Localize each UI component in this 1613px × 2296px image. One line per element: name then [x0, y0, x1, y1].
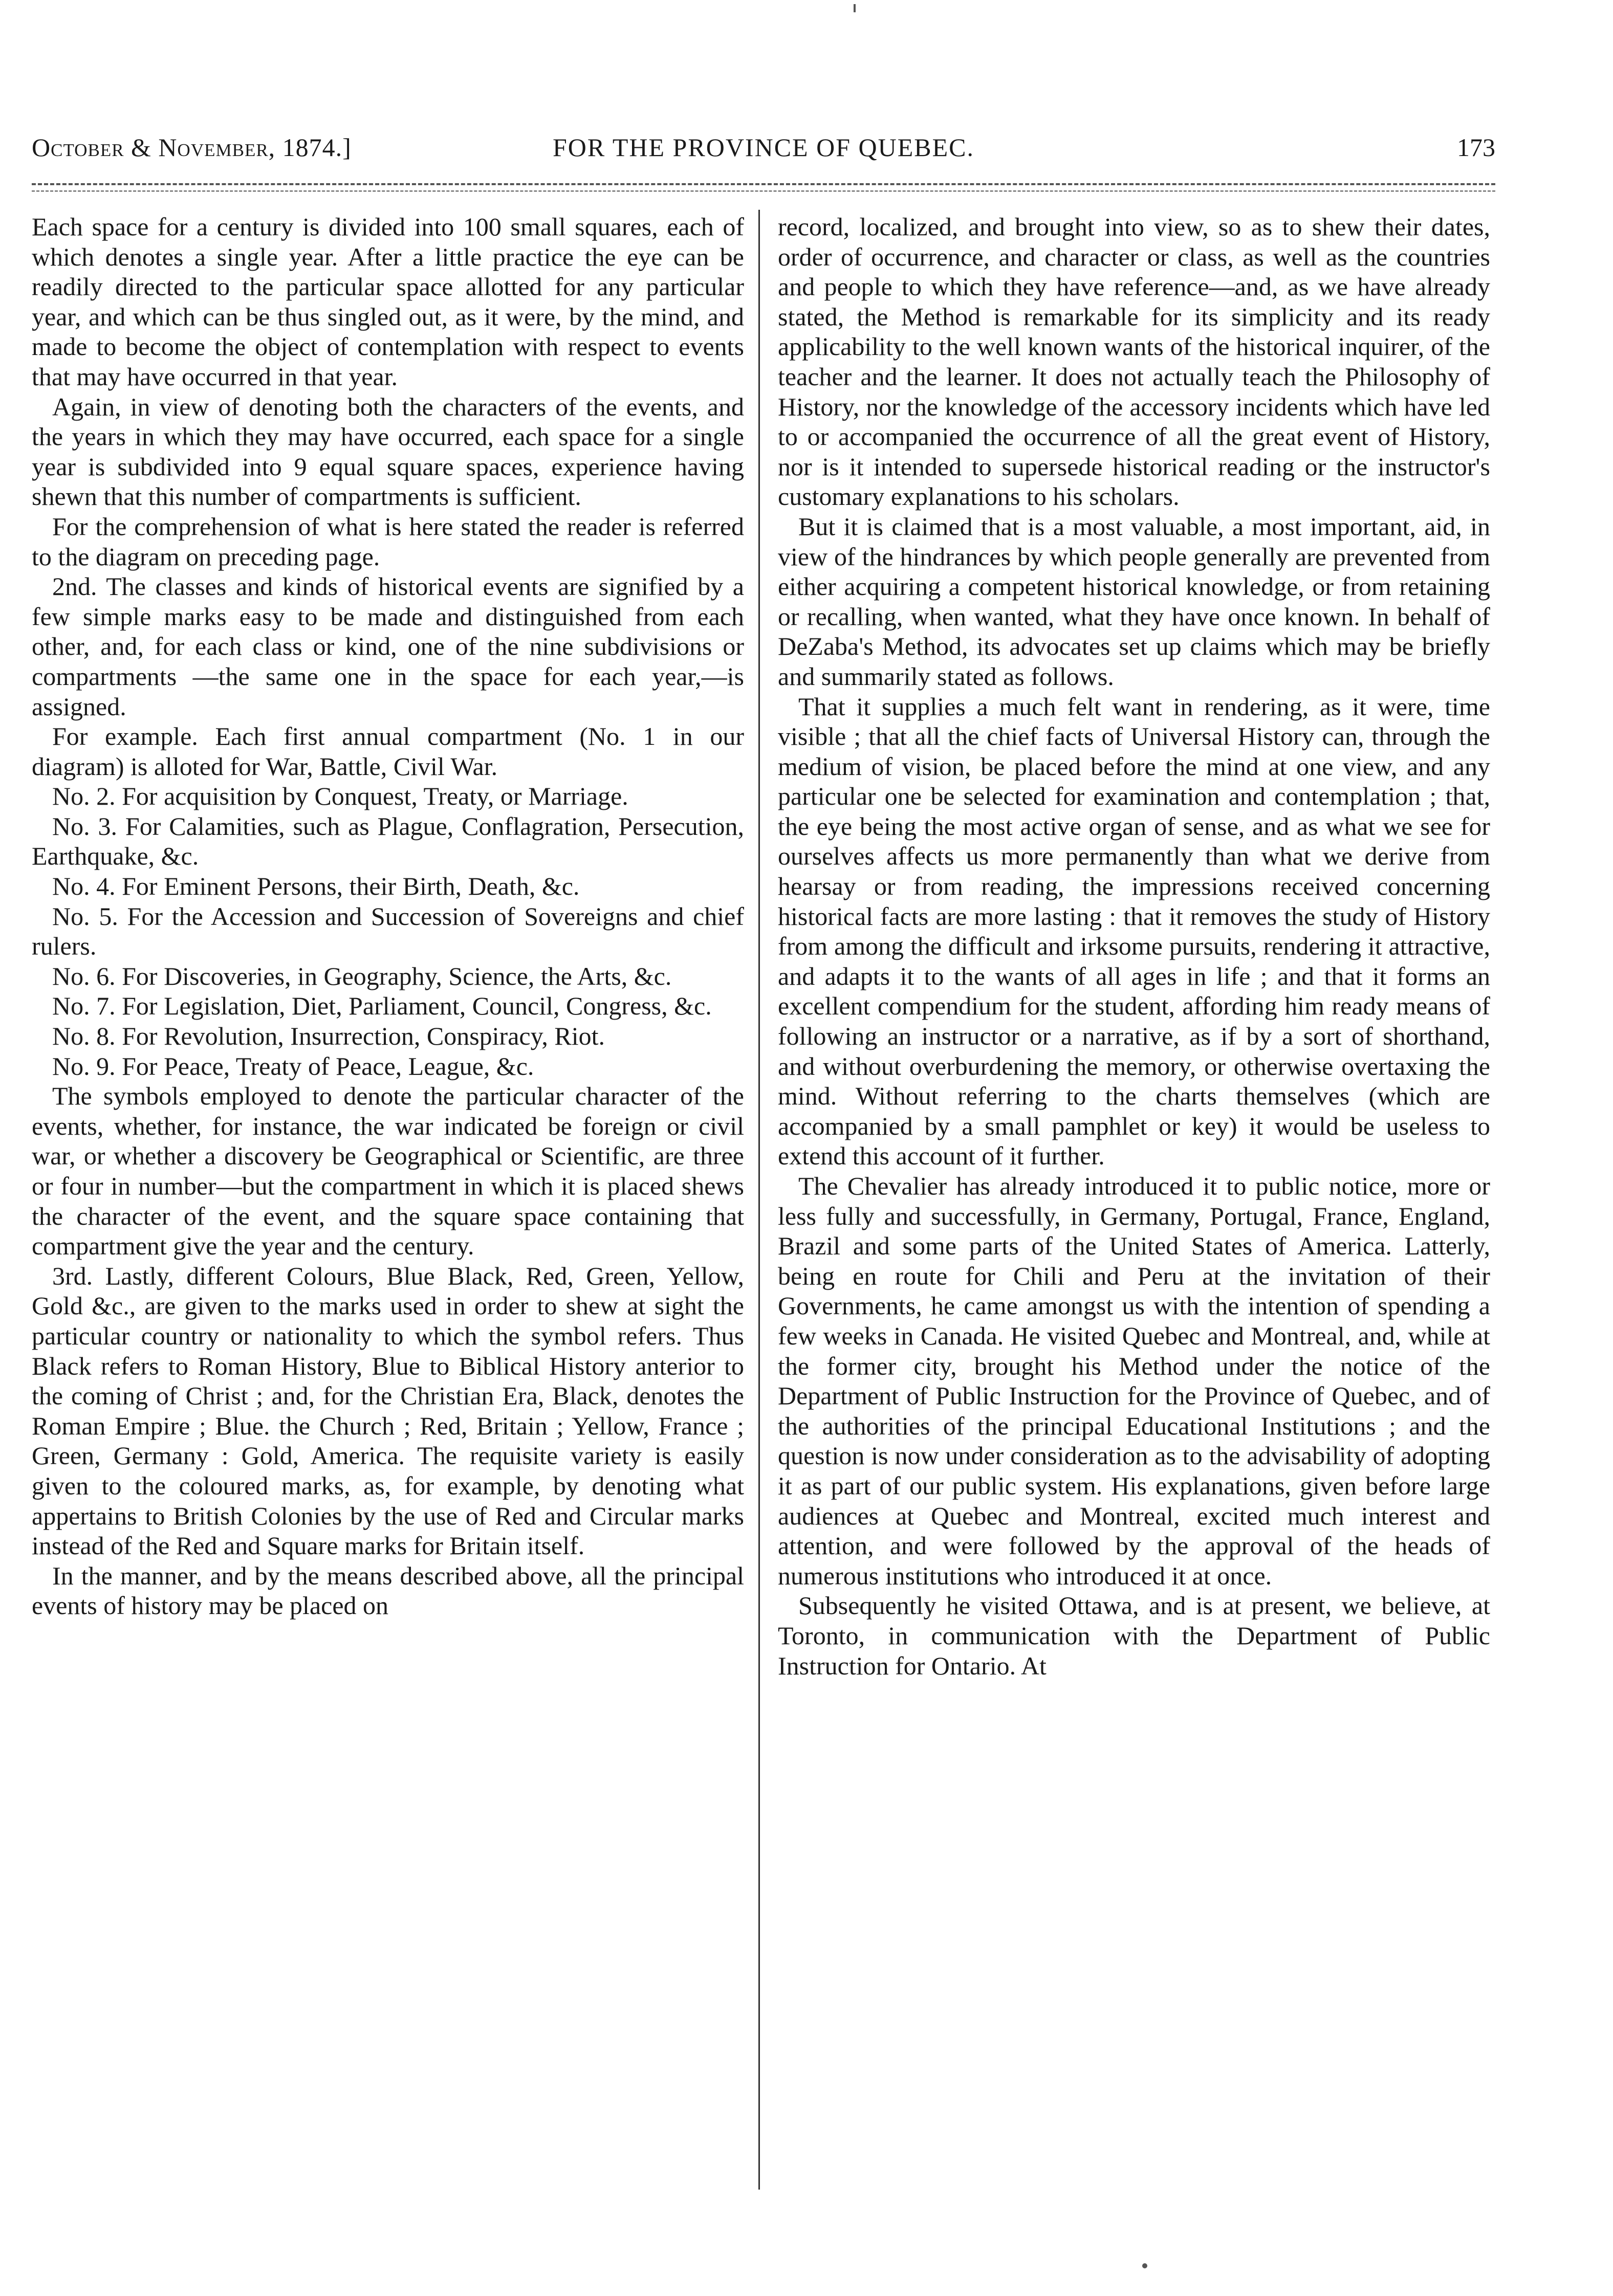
column-divider — [758, 210, 760, 2190]
paragraph: That it supplies a much felt want in rendering, as it were, time visible ; that all the chief facts of Universal History can, through the medium of vision, be placed before the mind at one view, and any particular one be selected for examination and contemplation ; that, the eye being the most active organ of sense, and as what we see for ourselves affects us more permanently than what we derive from hearsay or from reading, the impressions received concerning historical facts are more lasting : that it removes the study of History from among the difficult and irksome pursuits, rendering it attractive, and adapts it to the wants of all ages in life ; and that it forms an excellent compendium for the student, affording him ready means of following an instructor or a narrative, as if by a sort of shorthand, and without overburdening the memory, or otherwise overtaxing the mind. Without referring to the charts themselves (which are accompanied by a small pamphlet or key) it would be useless to extend this account of it further. — [778, 692, 1490, 1171]
list-item: No. 8. For Revolution, Insurrection, Conspiracy, Riot. — [52, 1022, 605, 1051]
paragraph: The Chevalier has already introduced it to public notice, more or less fully and successfully, in Germany, Portugal, France, England, Brazil and some parts of the United States of America. Latterly, being en route for Chili and Peru at the invitation of their Governments, he came amongst us with the intention of spending a few weeks in Canada. He visited Quebec and Montreal, and, while at the former city, brought his Method under the notice of the Department of Public Instruction for the Province of Quebec, and of the authorities of the principal Educational Institutions ; and the question is now under consideration as to the advisability of adopting it as part of our public system. His explanations, given before large audiences at Quebec and Montreal, excited much interest and attention, and were followed by the approval of the heads of numerous institutions who introduced it at once. — [778, 1172, 1490, 1590]
right-column — [778, 212, 1490, 2192]
header-date: October & November, 1874.] — [32, 133, 352, 162]
paragraph: Subsequently he visited Ottawa, and is at present, we believe, at Toronto, in communication with the Department of Public Instruction for Ontario. At — [778, 1591, 1490, 1680]
list-item: No. 4. For Eminent Persons, their Birth, Death, &c. — [52, 872, 580, 901]
header-title: FOR THE PROVINCE OF QUEBEC. — [553, 133, 974, 162]
list-item: No. 7. For Legislation, Diet, Parliament, Council, Congress, &c. — [52, 991, 712, 1021]
paragraph: For the comprehension of what is here stated the reader is referred to the diagram on preceding page. — [32, 512, 744, 571]
paragraph: But it is claimed that is a most valuable, a most important, aid, in view of the hindrances by which people generally are prevented from either acquiring a competent historical knowledge, or from retaining or recalling, when wanted, what they have once known. In behalf of DeZaba's Method, its advocates set up claims which may be briefly and summarily stated as follows. — [778, 512, 1490, 691]
paragraph: 2nd. The classes and kinds of historical events are signified by a few simple marks easy to be made and distinguished from each other, and, for each class or kind, one of the nine subdivisions or compartments —the same one in the space for each year,—is assigned. — [32, 572, 744, 721]
paragraph: Each space for a century is divided into 100 small squares, each of which denotes a single year. After a little practice the eye can be readily directed to the particular space allotted for any particular year, and which can be thus singled out, as it were, by the mind, and made to become the object of contemplation with respect to events that may have occurred in that year. — [32, 212, 744, 391]
print-speck — [1142, 2263, 1147, 2268]
paragraph: record, localized, and brought into view, so as to shew their dates, order of occurrence, and character or class, as well as the countries and people to which they have reference—and, as we have already stated, the Method is remarkable for its simplicity and its ready applicability to the well known wants of the historical inquirer, of the teacher and the learner. It does not actually teach the Philosophy of History, nor the knowledge of the accessory incidents which have led to or accompanied the occurrence of all the great event of History, nor is it intended to supersede historical reading or the instructor's customary explanations to his scholars. — [778, 212, 1490, 511]
paragraph: 3rd. Lastly, different Colours, Blue Black, Red, Green, Yellow, Gold &c., are given to the marks used in order to shew at sight the particular country or nationality to which the symbol refers. Thus Black refers to Roman History, Blue to Biblical History anterior to the coming of Christ ; and, for the Christian Era, Black, denotes the Roman Empire ; Blue. the Church ; Red, Britain ; Yellow, France ; Green, Germany : Gold, America. The requisite variety is easily given to the coloured marks, as, for example, by denoting what appertains to British Colonies by the use of Red and Circular marks instead of the Red and Square marks for Britain itself. — [32, 1261, 744, 1560]
left-column — [32, 212, 744, 2192]
paragraph: Again, in view of denoting both the characters of the events, and the years in which they may have occurred, each space for a single year is subdivided into 9 equal square spaces, experience having shewn that this number of compartments is sufficient. — [32, 392, 744, 511]
list-item: No. 2. For acquisition by Conquest, Treaty, or Marriage. — [52, 782, 628, 811]
list-item: No. 5. For the Accession and Succession of Sovereigns and chief rulers. — [32, 901, 744, 961]
running-header — [32, 127, 1495, 168]
page-number: 173 — [1457, 133, 1495, 162]
paragraph: The symbols employed to denote the particular character of the events, whether, for instance, the war indicated be foreign or civil war, or whether a discovery be Geographical or Scientific, are three or four in number—but the compartment in which it is placed shews the character of the event, and the square space containing that compartment give the year and the century. — [32, 1081, 744, 1261]
list-item: No. 9. For Peace, Treaty of Peace, League, &c. — [52, 1051, 534, 1080]
header-rule — [32, 183, 1495, 185]
list-item: No. 6. For Discoveries, in Geography, Science, the Arts, &c. — [52, 961, 672, 990]
paragraph: In the manner, and by the means described above, all the principal events of history may be placed on — [32, 1561, 744, 1620]
list-item: No. 3. For Calamities, such as Plague, Conflagration, Persecution, Earthquake, &c. — [32, 811, 744, 871]
header-rule-secondary — [32, 190, 1495, 192]
print-speck — [854, 4, 856, 12]
paragraph: For example. Each first annual compartment (No. 1 in our diagram) is alloted for War, Battle, Civil War. — [32, 722, 744, 781]
